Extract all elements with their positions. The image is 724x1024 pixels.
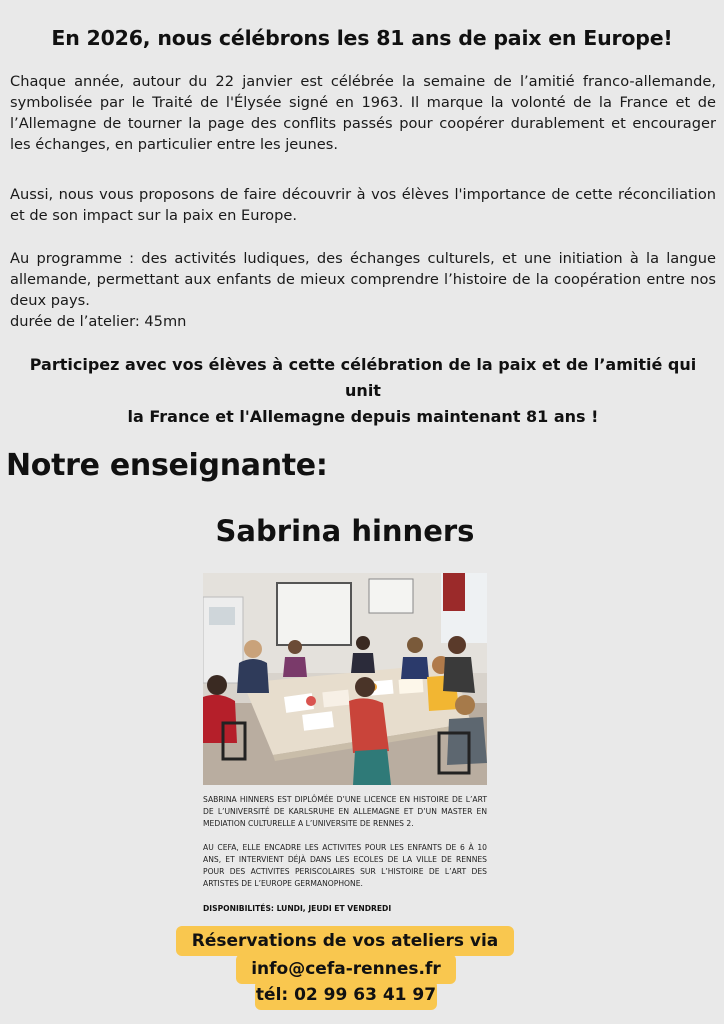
reservation-email[interactable]: info@cefa-rennes.fr <box>236 954 456 984</box>
intro-paragraph: Chaque année, autour du 22 janvier est célébrée la semaine de l’amitié franco-allemande, symbolisée par le Traité de l'Élysée signé en 1963. Il marque la volonté de la France et de l’Allemagne de tourner la page des conflits passés pour coopérer durablement et encourager les échanges, en particulier entre les jeunes. <box>10 73 716 153</box>
teacher-bio: SABRINA HINNERS EST DIPLÔMÉE D’UNE LICENCE EN HISTOIRE DE L’ART DE L’UNIVERSITÉ DE KARLSRUHE EN ALLEMAGNE ET D’UN MASTER EN MEDIATION CULTURELLE A L’UNIVERSITE DE RENNES 2. <box>203 795 487 828</box>
availability: DISPONIBILITÉS: LUNDI, JEUDI ET VENDREDI <box>203 904 392 913</box>
page-title: En 2026, nous célébrons les 81 ans de paix en Europe! <box>51 26 673 50</box>
program-paragraph <box>10 248 716 332</box>
classroom-photo <box>203 573 487 785</box>
section-title: Notre enseignante: <box>6 448 328 483</box>
callout-line-1: Participez avec vos élèves à cette célébration de la paix et de l’amitié qui unit <box>29 355 697 400</box>
proposal-paragraph: Aussi, nous vous proposons de faire découvrir à vos élèves l'importance de cette réconciliation et de son impact sur la paix en Europe. <box>10 186 716 224</box>
callout-line-2: la France et l'Allemagne depuis maintenant 81 ans ! <box>127 407 599 426</box>
program-text: Au programme : des activités ludiques, des échanges culturels, et une initiation à la langue allemande, permettant aux enfants de mieux comprendre l’histoire de la coopération entre nos deux pays. <box>10 250 716 309</box>
reservation-line: Réservations de vos ateliers via <box>176 926 514 956</box>
callout <box>10 352 716 430</box>
teacher-activities: AU CEFA, ELLE ENCADRE LES ACTIVITES POUR LES ENFANTS DE 6 À 10 ANS, ET INTERVIENT DÉJÀ DANS LES ECOLES DE LA VILLE DE RENNES POUR DES ACTIVITES PERISCOLAIRES SUR L’HISTOIRE DE L’ART DES ARTISTES DE L’EUROPE GERMANOPHONE. <box>203 843 487 888</box>
reservation-phone[interactable]: tél: 02 99 63 41 97 <box>255 980 437 1010</box>
teacher-name: Sabrina hinners <box>215 514 475 548</box>
duration-text: durée de l’atelier: 45mn <box>10 313 187 330</box>
